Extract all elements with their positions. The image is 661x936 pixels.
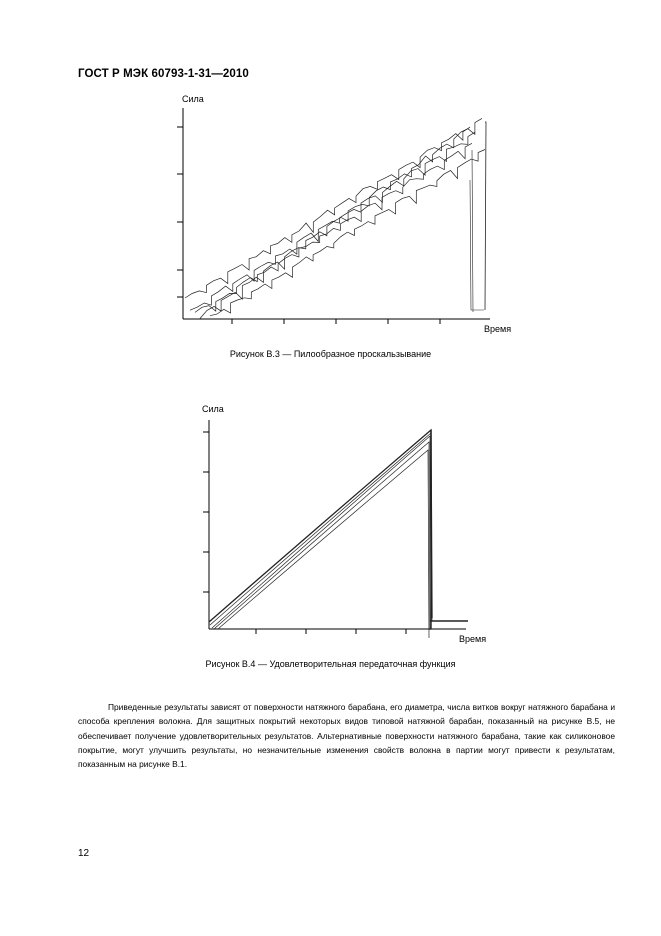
figure-b4-y-ticks — [203, 432, 209, 592]
force-curve-2 — [214, 442, 430, 630]
slip-curve-3 — [200, 118, 482, 318]
figure-b3-curves — [185, 118, 486, 318]
figure-b3-caption: Рисунок В.3 — Пилообразное проскальзывание — [229, 349, 432, 359]
drop-line-2 — [472, 150, 473, 312]
force-curve-4 — [210, 433, 432, 625]
figure-b4-x-ticks — [256, 629, 406, 634]
document-header: ГОСТ Р МЭК 60793-1-31—2010 — [78, 68, 249, 80]
figure-b4-y-label: Сила — [202, 404, 224, 414]
figure-b3-x-ticks — [232, 319, 440, 324]
figure-b3 — [170, 90, 530, 340]
force-curve-0 — [209, 430, 432, 622]
figure-b4-curves — [209, 430, 468, 638]
figure-b3-y-ticks — [177, 127, 183, 297]
figure-b4-x-label: Время — [459, 634, 487, 644]
body-paragraph: Приведенные результаты зависят от поверхности натяжного барабана, его диаметра, числа витков вокруг натяжного барабана и способа крепления волокна. Для защитных покрытий некоторых видов типовой натяжной барабан, показанный на рисунке В.5, не обеспечивает получение удовлетворительных результатов. Альтернативные поверхности натяжного барабана, такие как силиконовое покрытие, могут улучшить результаты, но незначительные изменения свойств волокна в партии могут привести к результатам, показанным на рисунке В.1. — [78, 702, 615, 770]
slip-curve-4 — [210, 150, 485, 316]
force-curve-1 — [212, 436, 431, 628]
page-number: 12 — [78, 848, 90, 859]
figure-b4-plot — [196, 400, 506, 650]
figure-b3-y-label: Сила — [182, 94, 204, 104]
slip-curve-2 — [195, 143, 472, 312]
figure-b3-x-label: Время — [484, 324, 512, 334]
slip-curve-0 — [185, 127, 470, 298]
drop-line-0 — [485, 122, 486, 310]
figure-b3-plot — [170, 90, 530, 340]
figure-b4-caption: Рисунок В.4 — Удовлетворительная передаточная функция — [205, 659, 456, 669]
force-curve-3 — [218, 450, 429, 638]
figure-b4 — [196, 400, 506, 650]
